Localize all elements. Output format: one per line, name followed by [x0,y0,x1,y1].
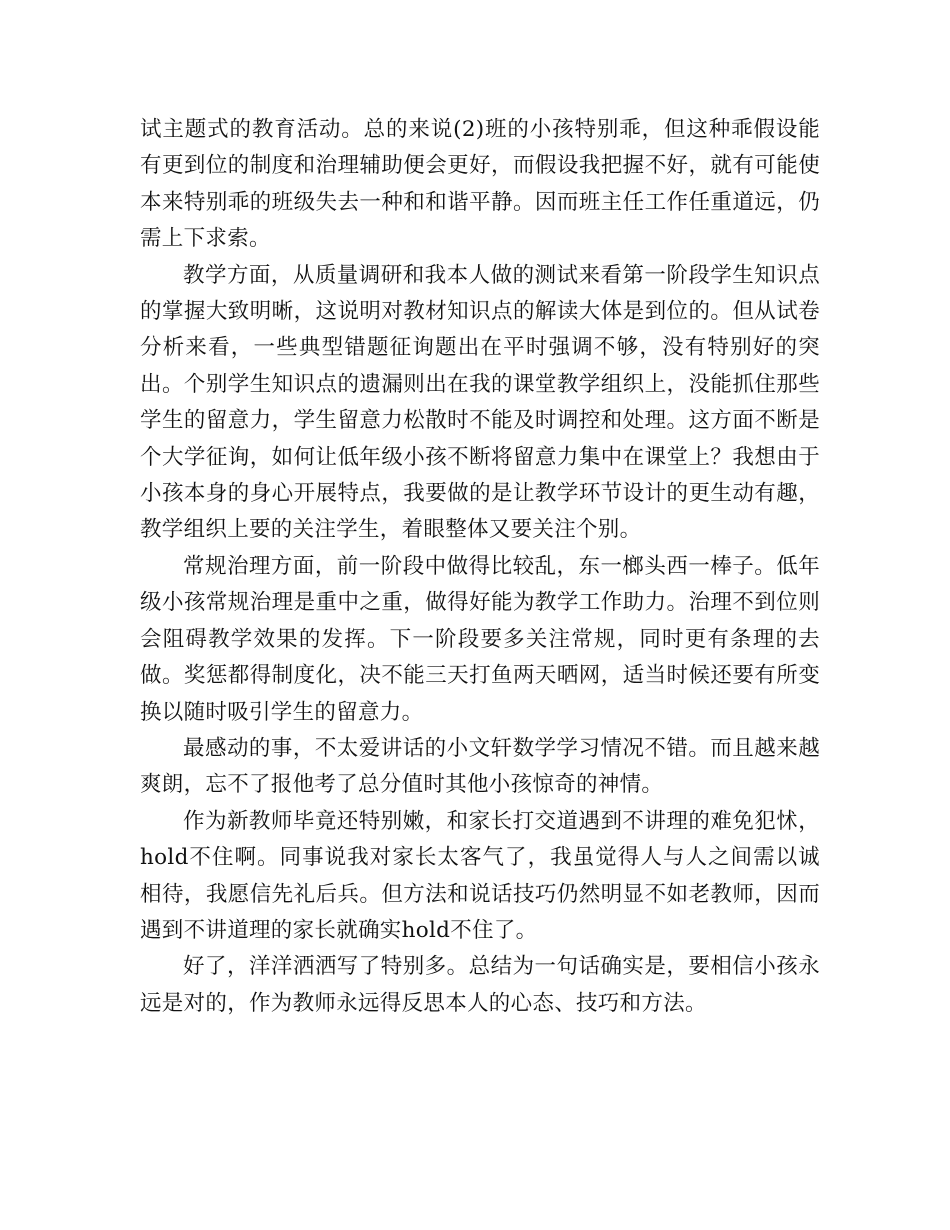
paragraph-routine-management: 常规治理方面，前一阶段中做得比较乱，东一榔头西一棒子。低年级小孩常规治理是重中之重，做得好能为教学工作助力。治理不到位则会阻碍教学效果的发挥。下一阶段要多关注常规，同时更有条理的去做。奖惩都得制度化，决不能三天打鱼两天晒网，适当时候还要有所变换以随时吸引学生的留意力。 [140,553,820,725]
paragraph-continuation: 试主题式的教育活动。总的来说(2)班的小孩特别乖，但这种乖假设能有更到位的制度和治理辅助便会更好，而假设我把握不好，就有可能使本来特别乖的班级失去一种和和谐平静。因而班主任工作任重道远，仍需上下求索。 [140,117,820,252]
paragraph-parents: 作为新教师毕竟还特别嫩，和家长打交道遇到不讲理的难免犯怵，hold不住啊。同事说我对家长太客气了，我虽觉得人与人之间需以诚相待，我愿信先礼后兵。但方法和说话技巧仍然明显不如老教师，因而遇到不讲道理的家长就确实hold不住了。 [140,808,820,943]
paragraph-moving-moment: 最感动的事，不太爱讲话的小文轩数学学习情况不错。而且越来越爽朗，忘不了报他考了总分值时其他小孩惊奇的神情。 [140,735,820,798]
paragraph-teaching: 教学方面，从质量调研和我本人做的测试来看第一阶段学生知识点的掌握大致明晰，这说明对教材知识点的解读大体是到位的。但从试卷分析来看，一些典型错题征询题出在平时强调不够，没有特别好的突出。个别学生知识点的遗漏则出在我的课堂教学组织上，没能抓住那些学生的留意力，学生留意力松散时不能及时调控和处理。这方面不断是个大学征询，如何让低年级小孩不断将留意力集中在课堂上？我想由于小孩本身的身心开展特点，我要做的是让教学环节设计的更生动有趣，教学组织上要的关注学生，着眼整体又要关注个别。 [140,262,820,543]
paragraph-conclusion: 好了，洋洋洒洒写了特别多。总结为一句话确实是，要相信小孩永远是对的，作为教师永远得反思本人的心态、技巧和方法。 [140,954,820,1016]
document-page [140,112,820,1022]
